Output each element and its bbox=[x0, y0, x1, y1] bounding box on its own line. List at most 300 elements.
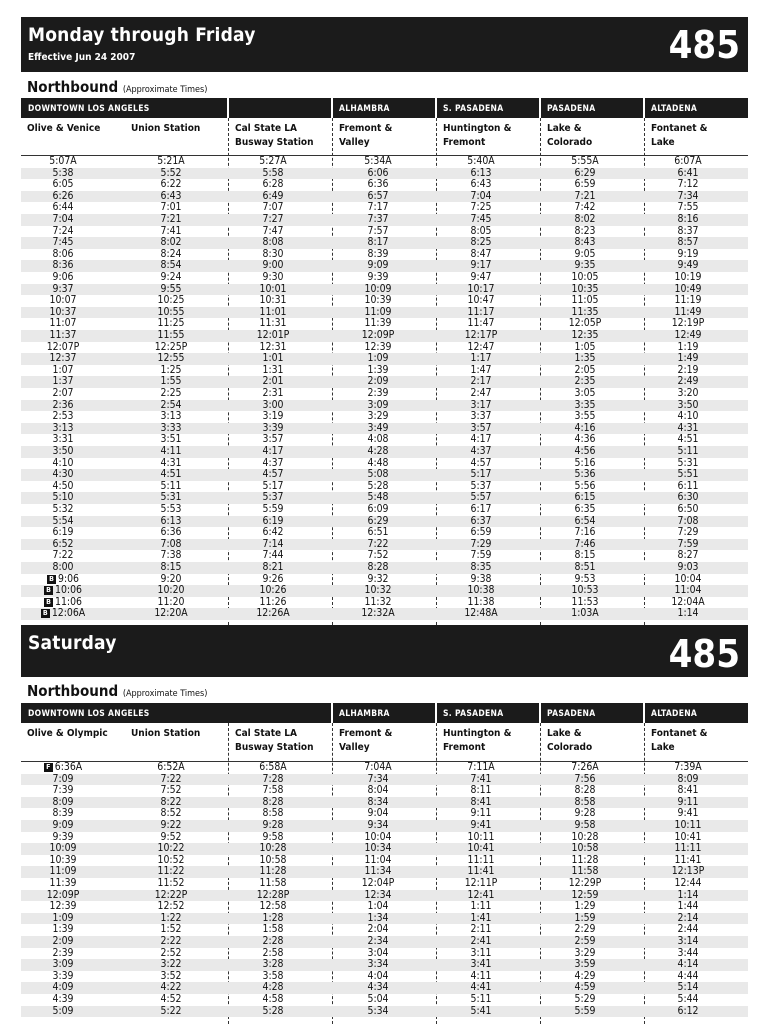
time-value: 9:20 bbox=[160, 572, 182, 585]
time-value: 4:14 bbox=[677, 958, 699, 971]
time-cell bbox=[638, 608, 738, 620]
time-value: 10:25 bbox=[157, 294, 185, 307]
time-value: 5:59 bbox=[262, 503, 284, 515]
time-value: 8:51 bbox=[574, 561, 596, 573]
stop-union-station: Union Station bbox=[131, 123, 201, 134]
time-value: 9:11 bbox=[677, 795, 699, 808]
time-value: 8:06 bbox=[52, 247, 74, 260]
time-value: 8:58 bbox=[574, 795, 596, 808]
time-value: 8:39 bbox=[367, 247, 389, 260]
time-value: 5:31 bbox=[160, 491, 182, 504]
time-value: 7:09 bbox=[52, 772, 74, 785]
time-cell bbox=[121, 608, 221, 620]
time-value: 3:13 bbox=[52, 421, 74, 434]
time-value: 7:59 bbox=[470, 549, 492, 562]
time-value: 4:22 bbox=[160, 981, 182, 994]
time-value: 10:05 bbox=[571, 271, 599, 283]
time-value: 3:57 bbox=[470, 421, 492, 434]
time-value: 1:49 bbox=[677, 352, 699, 365]
saturday-title: Saturday bbox=[28, 632, 117, 654]
time-value: 12:59 bbox=[571, 888, 599, 901]
time-value: 9:06 bbox=[58, 572, 79, 585]
time-value: 4:48 bbox=[367, 456, 389, 469]
time-value: 5:32 bbox=[52, 503, 74, 515]
time-value: 8:25 bbox=[470, 236, 492, 249]
trip-note-badge: F bbox=[44, 763, 53, 772]
time-value: 11:55 bbox=[157, 329, 185, 341]
time-value: 8:21 bbox=[262, 561, 284, 573]
time-value: 2:34 bbox=[367, 935, 389, 947]
time-cell bbox=[121, 1006, 221, 1018]
time-value: 11:31 bbox=[259, 317, 287, 330]
time-value: 6:52A bbox=[157, 761, 185, 773]
time-value: 7:55 bbox=[677, 201, 699, 214]
time-value: 6:59 bbox=[574, 178, 596, 191]
time-value: 10:41 bbox=[467, 842, 495, 855]
saturday-banner bbox=[21, 625, 748, 677]
time-value: 11:22 bbox=[157, 865, 185, 878]
time-value: 1:14 bbox=[677, 888, 699, 901]
time-value: 8:08 bbox=[262, 236, 284, 249]
saturday-schedule-table bbox=[21, 703, 748, 1024]
time-value: 8:09 bbox=[52, 795, 74, 808]
time-value: 12:28P bbox=[256, 888, 290, 901]
time-value: 8:16 bbox=[677, 213, 699, 225]
time-value: 1:14 bbox=[677, 607, 699, 620]
time-value: 1:07 bbox=[52, 363, 74, 376]
time-value: 6:19 bbox=[262, 514, 284, 527]
time-value: 1:41 bbox=[470, 911, 492, 924]
time-value: 7:45 bbox=[470, 213, 492, 225]
weekday-banner bbox=[21, 17, 748, 72]
time-value: 7:34 bbox=[677, 189, 699, 202]
time-value: 10:04 bbox=[364, 830, 392, 843]
time-value: 8:05 bbox=[470, 224, 492, 237]
time-value: 12:55 bbox=[157, 352, 185, 365]
time-value: 8:23 bbox=[574, 224, 596, 237]
time-value: 10:19 bbox=[674, 271, 702, 283]
region-downtown-la: DOWNTOWN LOS ANGELES bbox=[28, 104, 150, 114]
time-value: 6:42 bbox=[262, 526, 284, 539]
time-value: 8:39 bbox=[52, 807, 74, 820]
time-value: 6:58A bbox=[259, 761, 287, 773]
time-value: 10:49 bbox=[674, 282, 702, 295]
time-value: 5:21A bbox=[157, 155, 185, 167]
time-value: 6:13 bbox=[470, 166, 492, 179]
time-value: 4:08 bbox=[367, 433, 389, 446]
time-value: 9:39 bbox=[52, 830, 74, 843]
time-value: 10:28 bbox=[259, 842, 287, 855]
time-value: 5:11 bbox=[160, 479, 182, 492]
saturday-route-number: 485 bbox=[668, 632, 740, 676]
stop-huntington-fremont: Huntington & Fremont bbox=[443, 123, 512, 148]
time-value: 5:07A bbox=[49, 155, 77, 167]
weekday-title: Monday through Friday bbox=[28, 24, 256, 46]
time-value: 4:59 bbox=[574, 981, 596, 994]
time-value: 4:29 bbox=[574, 969, 596, 982]
time-value: 2:29 bbox=[574, 923, 596, 936]
time-value: 9:28 bbox=[574, 807, 596, 820]
time-value: 4:17 bbox=[262, 445, 284, 457]
time-value: 10:32 bbox=[364, 584, 392, 597]
time-value: 2:01 bbox=[262, 375, 284, 388]
time-value: 9:35 bbox=[574, 259, 596, 272]
time-value: 11:58 bbox=[571, 865, 599, 878]
time-value: 2:22 bbox=[160, 935, 182, 947]
time-value: 3:51 bbox=[160, 433, 182, 446]
time-value: 9:58 bbox=[574, 819, 596, 831]
time-value: 1:19 bbox=[677, 340, 699, 353]
time-value: 9:47 bbox=[470, 271, 492, 283]
time-value: 12:39 bbox=[364, 340, 392, 353]
time-value: 1:04 bbox=[367, 900, 389, 913]
time-value: 7:29 bbox=[470, 537, 492, 550]
stop-lake-colorado: Lake & Colorado bbox=[547, 123, 593, 148]
time-value: 11:25 bbox=[157, 317, 185, 330]
time-value: 1:31 bbox=[262, 363, 284, 376]
time-value: 3:50 bbox=[677, 398, 699, 411]
time-value: 3:33 bbox=[160, 421, 182, 434]
time-value: 1:35 bbox=[574, 352, 596, 365]
time-value: 1:01 bbox=[262, 352, 284, 365]
time-value: 12:22P bbox=[154, 888, 188, 901]
time-value: 11:05 bbox=[571, 294, 599, 307]
time-value: 6:37 bbox=[470, 514, 492, 527]
time-value: 1:34 bbox=[367, 911, 389, 924]
time-value: 3:22 bbox=[160, 958, 182, 971]
time-value: 2:39 bbox=[367, 387, 389, 399]
time-value: 9:53 bbox=[574, 572, 596, 585]
time-value: 7:52 bbox=[160, 784, 182, 797]
time-value: 1:47 bbox=[470, 363, 492, 376]
time-value: 9:41 bbox=[470, 819, 492, 831]
time-value: 8:28 bbox=[367, 561, 389, 573]
time-value: 10:17 bbox=[467, 282, 495, 295]
time-value: 1:11 bbox=[470, 900, 492, 913]
time-value: 7:22 bbox=[160, 772, 182, 785]
time-value: 7:04 bbox=[52, 213, 74, 225]
time-value: 11:37 bbox=[49, 329, 77, 341]
time-cell bbox=[328, 608, 428, 620]
time-value: 11:52 bbox=[157, 877, 185, 889]
time-value: 5:51 bbox=[677, 468, 699, 481]
time-value: 9:38 bbox=[470, 572, 492, 585]
time-value: 2:58 bbox=[262, 946, 284, 959]
time-value: 7:14 bbox=[262, 537, 284, 550]
time-value: 6:52 bbox=[52, 537, 74, 550]
time-value: 5:17 bbox=[262, 479, 284, 492]
time-value: 12:07P bbox=[46, 340, 80, 353]
time-value: 1:05 bbox=[574, 340, 596, 353]
time-value: 4:11 bbox=[470, 969, 492, 982]
time-value: 11:09 bbox=[364, 305, 392, 318]
time-value: 3:20 bbox=[677, 387, 699, 399]
time-value: 1:29 bbox=[574, 900, 596, 913]
time-value: 4:39 bbox=[52, 993, 74, 1005]
time-value: 8:58 bbox=[262, 807, 284, 820]
time-value: 11:41 bbox=[467, 865, 495, 878]
time-cell bbox=[638, 1006, 738, 1018]
time-value: 12:04A bbox=[671, 595, 705, 608]
time-value: 10:37 bbox=[49, 305, 77, 318]
time-value: 1:03A bbox=[571, 607, 599, 620]
time-value: 9:41 bbox=[677, 807, 699, 820]
time-value: 4:36 bbox=[574, 433, 596, 446]
time-value: 7:41 bbox=[470, 772, 492, 785]
time-value: 7:38 bbox=[160, 549, 182, 562]
time-value: 8:47 bbox=[470, 247, 492, 260]
time-value: 2:39 bbox=[52, 946, 74, 959]
time-value: 3:17 bbox=[470, 398, 492, 411]
time-value: 8:24 bbox=[160, 247, 182, 260]
time-value: 8:52 bbox=[160, 807, 182, 820]
time-value: 11:09 bbox=[49, 865, 77, 878]
time-value: 5:04 bbox=[367, 993, 389, 1005]
time-value: 8:41 bbox=[470, 795, 492, 808]
time-value: 9:06 bbox=[52, 271, 74, 283]
time-value: 7:17 bbox=[367, 201, 389, 214]
time-value: 6:19 bbox=[52, 526, 74, 539]
time-cell bbox=[431, 1006, 531, 1018]
time-value: 12:20A bbox=[154, 607, 188, 620]
time-value: 4:44 bbox=[677, 969, 699, 982]
time-value: 1:55 bbox=[160, 375, 182, 388]
time-value: 11:26 bbox=[259, 595, 287, 608]
time-value: 10:34 bbox=[364, 842, 392, 855]
time-value: 7:12 bbox=[677, 178, 699, 191]
time-cell bbox=[535, 1006, 635, 1018]
time-value: 6:36 bbox=[367, 178, 389, 191]
time-value: 7:01 bbox=[160, 201, 182, 214]
time-value: 3:39 bbox=[262, 421, 284, 434]
time-value: 11:34 bbox=[364, 865, 392, 878]
time-value: 5:34A bbox=[364, 155, 392, 167]
time-value: 5:27A bbox=[259, 155, 287, 167]
time-value: 9:11 bbox=[470, 807, 492, 820]
time-value: 6:06 bbox=[367, 166, 389, 179]
time-value: 6:17 bbox=[470, 503, 492, 515]
time-value: 10:04 bbox=[674, 572, 702, 585]
time-value: 12:05P bbox=[568, 317, 602, 330]
time-value: 2:17 bbox=[470, 375, 492, 388]
time-value: 8:30 bbox=[262, 247, 284, 260]
time-value: 11:01 bbox=[259, 305, 287, 318]
time-value: 6:09 bbox=[367, 503, 389, 515]
time-value: 5:28 bbox=[367, 479, 389, 492]
time-value: 11:39 bbox=[49, 877, 77, 889]
time-value: 12:35 bbox=[571, 329, 599, 341]
time-value: 5:59 bbox=[574, 1004, 596, 1017]
time-value: 8:36 bbox=[52, 259, 74, 272]
time-value: 7:52 bbox=[367, 549, 389, 562]
time-value: 12:29P bbox=[568, 877, 602, 889]
time-value: 2:54 bbox=[160, 398, 182, 411]
time-value: 10:39 bbox=[49, 853, 77, 866]
time-value: 5:53 bbox=[160, 503, 182, 515]
time-value: 3:41 bbox=[470, 958, 492, 971]
time-value: 11:39 bbox=[364, 317, 392, 330]
time-value: 1:22 bbox=[160, 911, 182, 924]
time-value: 5:22 bbox=[160, 1004, 182, 1017]
time-value: 7:44 bbox=[262, 549, 284, 562]
time-value: 10:09 bbox=[49, 842, 77, 855]
time-value: 4:28 bbox=[367, 445, 389, 457]
time-value: 12:09P bbox=[46, 888, 80, 901]
time-cell bbox=[13, 1006, 113, 1018]
time-value: 8:43 bbox=[574, 236, 596, 249]
region-altadena: ALTADENA bbox=[651, 104, 698, 114]
time-value: 11:32 bbox=[364, 595, 392, 608]
time-value: 8:37 bbox=[677, 224, 699, 237]
time-value: 7:22 bbox=[367, 537, 389, 550]
time-value: 10:06 bbox=[55, 584, 82, 597]
time-value: 6:12 bbox=[677, 1004, 699, 1017]
time-value: 6:57 bbox=[367, 189, 389, 202]
time-value: 8:02 bbox=[574, 213, 596, 225]
time-value: 1:09 bbox=[52, 911, 74, 924]
time-value: 4:57 bbox=[262, 468, 284, 481]
time-value: 12:48A bbox=[464, 607, 498, 620]
time-value: 10:55 bbox=[157, 305, 185, 318]
time-cell bbox=[223, 1006, 323, 1018]
time-value: 1:09 bbox=[367, 352, 389, 365]
time-value: 2:35 bbox=[574, 375, 596, 388]
time-value: 7:04A bbox=[364, 761, 392, 773]
time-value: 8:15 bbox=[574, 549, 596, 562]
time-value: 5:41 bbox=[470, 1004, 492, 1017]
time-value: 10:35 bbox=[571, 282, 599, 295]
time-value: 9:17 bbox=[470, 259, 492, 272]
time-value: 11:20 bbox=[157, 595, 185, 608]
time-value: 3:59 bbox=[574, 958, 596, 971]
time-value: 12:19P bbox=[671, 317, 705, 330]
time-value: 5:56 bbox=[574, 479, 596, 492]
time-value: 3:49 bbox=[367, 421, 389, 434]
time-value: 12:47 bbox=[467, 340, 495, 353]
time-value: 4:10 bbox=[52, 456, 74, 469]
time-value: 6:05 bbox=[52, 178, 74, 191]
time-value: 10:31 bbox=[259, 294, 287, 307]
time-value: 10:58 bbox=[259, 853, 287, 866]
time-value: 12:41 bbox=[467, 888, 495, 901]
time-value: 12:25P bbox=[154, 340, 188, 353]
time-value: 4:34 bbox=[367, 981, 389, 994]
time-value: 8:09 bbox=[677, 772, 699, 785]
time-value: 2:47 bbox=[470, 387, 492, 399]
stop-cal-state-la: Cal State LA Busway Station bbox=[235, 728, 314, 753]
time-value: 3:52 bbox=[160, 969, 182, 982]
time-value: 5:31 bbox=[677, 456, 699, 469]
time-value: 9:24 bbox=[160, 271, 182, 283]
time-value: 9:30 bbox=[262, 271, 284, 283]
time-value: 10:26 bbox=[259, 584, 287, 597]
time-value: 2:04 bbox=[367, 923, 389, 936]
time-value: 4:31 bbox=[677, 421, 699, 434]
time-value: 8:41 bbox=[677, 784, 699, 797]
time-value: 11:53 bbox=[571, 595, 599, 608]
stop-cal-state-la: Cal State LA Busway Station bbox=[235, 123, 314, 148]
time-value: 9:52 bbox=[160, 830, 182, 843]
time-value: 4:11 bbox=[160, 445, 182, 457]
region-pasadena: PASADENA bbox=[547, 104, 596, 114]
time-value: 5:52 bbox=[160, 166, 182, 179]
time-value: 2:31 bbox=[262, 387, 284, 399]
trip-note-badge: B bbox=[44, 598, 53, 607]
time-value: 8:22 bbox=[160, 795, 182, 808]
time-value: 2:53 bbox=[52, 410, 74, 423]
time-value: 8:15 bbox=[160, 561, 182, 573]
time-value: 3:28 bbox=[262, 958, 284, 971]
time-value: 10:11 bbox=[467, 830, 495, 843]
time-value: 5:16 bbox=[574, 456, 596, 469]
table-row bbox=[21, 1006, 748, 1018]
time-value: 3:09 bbox=[52, 958, 74, 971]
time-value: 5:37 bbox=[470, 479, 492, 492]
time-value: 7:24 bbox=[52, 224, 74, 237]
time-value: 7:34 bbox=[367, 772, 389, 785]
time-value: 8:04 bbox=[367, 784, 389, 797]
time-value: 3:37 bbox=[470, 410, 492, 423]
time-value: 6:44 bbox=[52, 201, 74, 214]
time-value: 1:59 bbox=[574, 911, 596, 924]
time-value: 7:45 bbox=[52, 236, 74, 249]
time-value: 8:28 bbox=[574, 784, 596, 797]
time-value: 5:48 bbox=[367, 491, 389, 504]
time-value: 2:52 bbox=[160, 946, 182, 959]
time-value: 5:57 bbox=[470, 491, 492, 504]
weekday-approx-note: (Approximate Times) bbox=[122, 85, 208, 95]
time-value: 10:41 bbox=[674, 830, 702, 843]
time-value: 4:16 bbox=[574, 421, 596, 434]
time-value: 4:51 bbox=[160, 468, 182, 481]
time-value: 8:28 bbox=[262, 795, 284, 808]
time-value: 9:32 bbox=[367, 572, 389, 585]
time-value: 7:56 bbox=[574, 772, 596, 785]
time-value: 11:04 bbox=[674, 584, 702, 597]
time-value: 12:09P bbox=[361, 329, 395, 341]
time-value: 6:29 bbox=[574, 166, 596, 179]
time-value: 11:28 bbox=[571, 853, 599, 866]
time-value: 12:58 bbox=[259, 900, 287, 913]
time-value: 4:04 bbox=[367, 969, 389, 982]
time-value: 3:00 bbox=[262, 398, 284, 411]
time-value: 7:08 bbox=[160, 537, 182, 550]
time-value: 3:09 bbox=[367, 398, 389, 411]
weekday-direction-label: Northbound bbox=[27, 78, 119, 96]
time-value: 12:39 bbox=[49, 900, 77, 913]
time-value: 10:39 bbox=[364, 294, 392, 307]
time-value: 11:28 bbox=[259, 865, 287, 878]
trip-note-badge: B bbox=[41, 609, 50, 618]
time-value: 8:27 bbox=[677, 549, 699, 562]
time-value: 9:26 bbox=[262, 572, 284, 585]
time-value: 5:58 bbox=[262, 166, 284, 179]
time-value: 11:49 bbox=[674, 305, 702, 318]
time-value: 10:11 bbox=[674, 819, 702, 831]
time-value: 3:11 bbox=[470, 946, 492, 959]
time-value: 4:56 bbox=[574, 445, 596, 457]
time-value: 12:26A bbox=[256, 607, 290, 620]
time-value: 5:14 bbox=[677, 981, 699, 994]
time-value: 6:30 bbox=[677, 491, 699, 504]
time-value: 2:19 bbox=[677, 363, 699, 376]
time-value: 12:44 bbox=[674, 877, 702, 889]
region-s-pasadena: S. PASADENA bbox=[443, 709, 504, 719]
region-alhambra: ALHAMBRA bbox=[339, 709, 390, 719]
time-value: 5:29 bbox=[574, 993, 596, 1005]
time-value: 7:39A bbox=[674, 761, 702, 773]
time-value: 11:41 bbox=[674, 853, 702, 866]
